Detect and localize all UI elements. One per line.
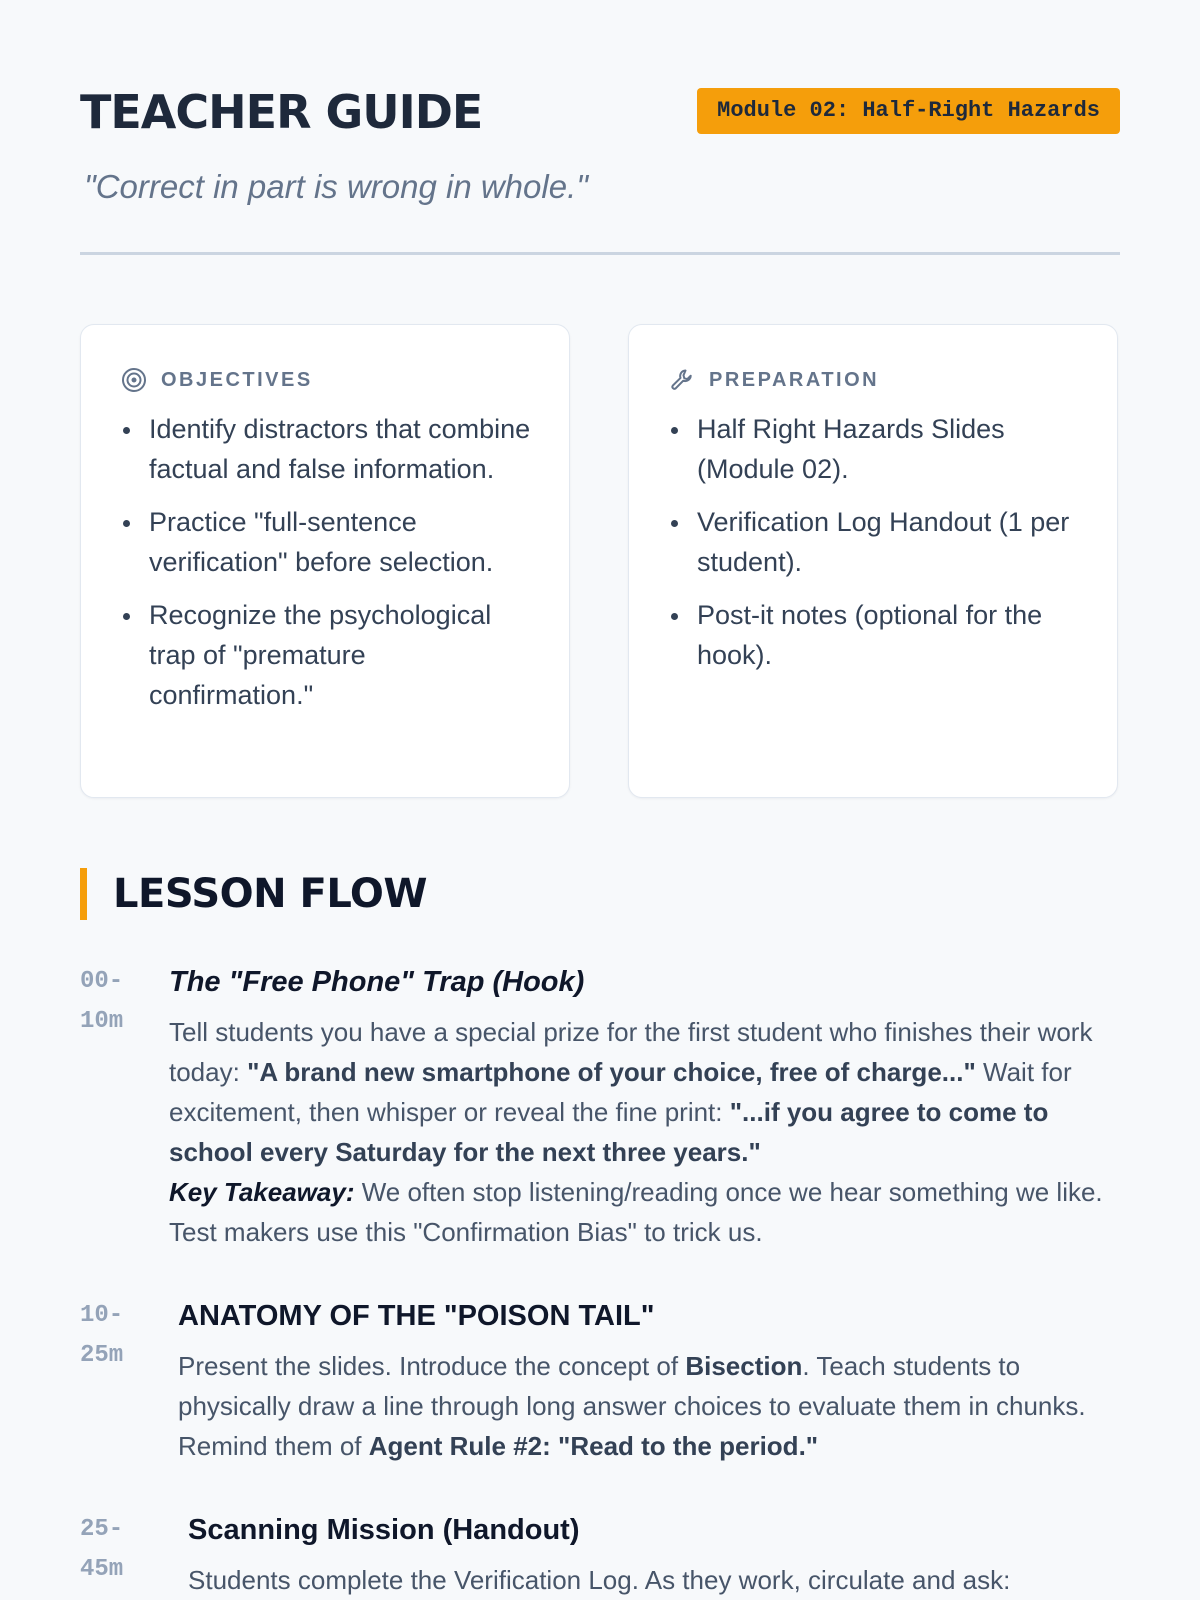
preparation-card [628, 324, 1118, 798]
flow-text: Students complete the Verification Log. As they work, circulate and ask: [188, 1565, 1011, 1595]
flow-text-bold: Agent Rule #2: "Read to the period." [368, 1431, 819, 1461]
flow-time: 00-10m [80, 968, 124, 1035]
list-item: Recognize the psychological trap of "premature confirmation." [121, 595, 531, 715]
objectives-header [121, 365, 531, 395]
flow-item-hook [80, 962, 1120, 1262]
flow-title: Scanning Mission (Handout) [188, 1514, 580, 1546]
flow-text-part: Tell students you have a special prize for the first student who finishes their work today: [169, 1017, 1093, 1087]
flow-item-anatomy [80, 1296, 1120, 1476]
objectives-list [121, 409, 531, 715]
flow-text-bold: "...if you agree to come to school every Saturday for the next three years." [169, 1097, 1049, 1167]
flow-title: The "Free Phone" Trap (Hook) [169, 966, 585, 998]
flow-text-bold: Bisection [685, 1351, 803, 1381]
page-subtitle: "Correct in part is wrong in whole." [84, 168, 588, 205]
flow-text-part: Wait for excitement, then whisper or reveal the fine print: [169, 1057, 1072, 1127]
preparation-list [669, 409, 1079, 675]
target-icon [121, 367, 147, 393]
flow-text [178, 1346, 1120, 1466]
objectives-card [80, 324, 570, 798]
flow-body [169, 962, 1120, 1252]
list-item: Verification Log Handout (1 per student). [669, 502, 1079, 582]
header [80, 84, 1120, 140]
list-item: Identify distractors that combine factual and false information. [121, 409, 531, 489]
wrench-icon [669, 367, 695, 393]
lesson-flow-heading [80, 868, 427, 920]
preparation-label: PREPARATION [709, 368, 880, 391]
preparation-header [669, 365, 1079, 395]
flow-item-scanning [80, 1510, 1120, 1600]
header-divider [80, 252, 1120, 255]
flow-time: 10-25m [80, 1302, 124, 1369]
flow-body [188, 1510, 1120, 1600]
objectives-label: OBJECTIVES [161, 368, 313, 391]
lesson-flow-title: LESSON FLOW [113, 871, 428, 917]
key-takeaway-text: We often stop listening/reading once we hear something we like. Test makers use this "Confirmation Bias" to trick us. [169, 1177, 1103, 1247]
module-badge: Module 02: Half-Right Hazards [697, 88, 1120, 134]
flow-text-part: Present the slides. Introduce the concept of [178, 1351, 686, 1381]
list-item: Practice "full-sentence verification" before selection. [121, 502, 531, 582]
flow-text-part: . Teach students to physically draw a line through long answer choices to evaluate them in chunks. Remind them of [178, 1351, 1086, 1461]
page-title: TEACHER GUIDE [80, 85, 483, 139]
flow-time: 25-45m [80, 1516, 124, 1583]
flow-text [169, 1012, 1120, 1252]
flow-text-bold: "A brand new smartphone of your choice, free of charge..." [247, 1057, 976, 1087]
flow-body [178, 1296, 1120, 1466]
flow-title: ANATOMY OF THE "POISON TAIL" [178, 1300, 655, 1332]
key-takeaway-label: Key Takeaway: [169, 1177, 355, 1207]
list-item: Post-it notes (optional for the hook). [669, 595, 1079, 675]
list-item: Half Right Hazards Slides (Module 02). [669, 409, 1079, 489]
